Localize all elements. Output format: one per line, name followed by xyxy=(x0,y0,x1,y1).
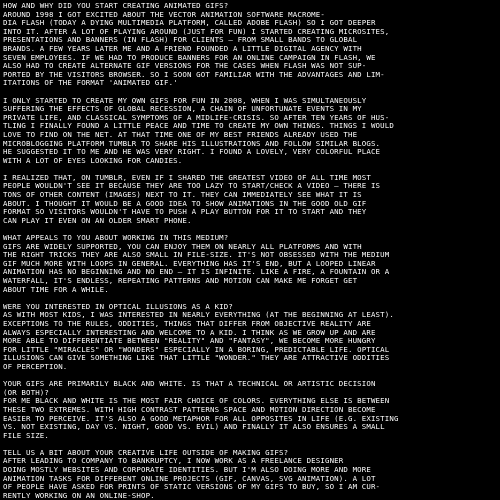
text-line: WERE YOU INTERESTED IN OPTICAL ILLUSIONS AS A KID? xyxy=(3,302,233,311)
text-line: FOR LITTLE "MIRACLES" OR "WONDERS" ESPECIALLY IN A BORING, PREDICTABLE LIFE. OPTICAL xyxy=(3,345,390,354)
text-line: SEVEN EMPLOYEES. IF WE HAD TO PRODUCE BANNERS FOR AN ONLINE CAMPAIGN IN FLASH, WE xyxy=(3,53,376,62)
paragraph-gap xyxy=(3,372,497,381)
paragraph-gap xyxy=(3,225,497,234)
paragraph-q2 xyxy=(3,234,497,294)
text-line: PRIVATE LIFE, AND CLASSICAL SYMPTOMS OF A MIDLIFE-CRISIS. SO AFTER TEN YEARS OF HUS- xyxy=(3,113,390,122)
text-line: RENTLY WORKING ON AN ONLINE-SHOP. xyxy=(3,491,155,500)
text-line: ABOUT. I THOUGHT IT WOULD BE A GOOD IDEA TO SHOW ANIMATIONS IN THE GOOD OLD GIF xyxy=(3,199,367,208)
paragraph-q1 xyxy=(3,2,497,88)
text-line: ILLUSIONS CAN GIVE SOMETHING LIKE THAT LITTLE "WONDER." THEY ARE ATTRACTIVE ODDITIES xyxy=(3,354,390,363)
paragraph-q4 xyxy=(3,380,497,440)
text-line: ABOUT TIME FOR A WHILE. xyxy=(3,285,109,294)
text-line: ALSO HAD TO CREATE ALTERNATE GIF VERSIONS FOR THE CASES WHEN FLASH WAS NOT SUP- xyxy=(3,62,367,71)
text-line: THE RIGHT TRICKS THEY ARE ALSO SMALL IN FILE-SIZE. IT'S NOT OBSESSED WITH THE MEDIUM xyxy=(3,251,390,260)
text-line: PORTED BY THE VISITORS BROWSER. SO I SOON GOT FAMILIAR WITH THE ADVANTAGES AND LIM- xyxy=(3,70,385,79)
text-line: SUFFERING THE EFFECTS OF GLOBAL RECESSION, A CHAIN OF UNFORTUNATE EVENTS IN MY xyxy=(3,105,362,114)
text-line: AS WITH MOST KIDS, I WAS INTERESTED IN NEARLY EVERYTHING (AT THE BEGINNING AT LEAST). xyxy=(3,311,394,320)
text-line: FOR ME BLACK AND WHITE IS THE MOST FAIR CHOICE OF COLORS. EVERYTHING ELSE IS BETWEEN xyxy=(3,397,390,406)
text-line: AROUND 1998 I GOT EXCITED ABOUT THE VECTOR ANIMATION SOFTWARE MACROME- xyxy=(3,10,325,19)
text-line: INTO IT. AFTER A LOT OF PLAYING AROUND (JUST FOR FUN) I STARTED CREATING MICROSITES, xyxy=(3,27,390,36)
text-line: GIFS ARE WIDELY SUPPORTED, YOU CAN ENJOY THEM ON NEARLY ALL PLATFORMS AND WITH xyxy=(3,242,362,251)
paragraph-gap xyxy=(3,440,497,449)
text-line: EASIER TO PERCEIVE. IT'S ALSO A GOOD METAPHOR FOR ALL OPPOSITES IN LIFE (E.G. EXISTING xyxy=(3,414,399,423)
text-line: WHAT APPEALS TO YOU ABOUT WORKING IN THIS MEDIUM? xyxy=(3,234,229,243)
text-line: WATERFALL, IT'S ENDLESS, REPEATING PATTERNS AND MOTION CAN MAKE ME FORGET GET xyxy=(3,277,358,285)
text-line: HE SUGGESTED IT TO ME AND HE WAS VERY RIGHT. I FOUND A LOVELY, VERY COLORFUL PLACE xyxy=(3,148,381,157)
paragraph-gap xyxy=(3,88,497,97)
interview-text xyxy=(3,2,497,500)
text-line: PEOPLE WOULDN'T SEE IT BECAUSE THEY ARE TOO LAZY TO START/CHECK A VIDEO — THERE IS xyxy=(3,182,381,191)
text-line: ANIMATION HAS NO BEGINNING AND NO END — IT IS INFINITE. LIKE A FIRE, A FOUNTAIN OR A xyxy=(3,268,390,277)
paragraph-q5 xyxy=(3,449,497,500)
text-line: PRESENTATIONS AND BANNERS (IN FLASH) FOR CLIENTS — FROM SMALL BANDS TO GLOBAL xyxy=(3,36,358,45)
text-line: FORMAT SO VISITORS WOULDN'T HAVE TO PUSH A PLAY BUTTON FOR IT TO START AND THEY xyxy=(3,208,367,217)
text-line: CAN PLAY IT EVEN ON AN OLDER SMART PHONE. xyxy=(3,216,192,225)
text-line: ALWAYS ESPECIALLY INTERESTING AND WELCOME TO A KID. I THINK AS WE GROW UP AND ARE xyxy=(3,328,376,337)
text-line: VS. NOT EXISTING, DAY VS. NIGHT, GOOD VS. EVIL) AND FINALLY IT ALSO ENSURES A SMALL xyxy=(3,423,385,432)
text-line: GIF MUCH MORE WITH LOOPS IN GENERAL. EVERYTHING HAS IT'S END, BUT A LOOPED LINEAR xyxy=(3,259,376,268)
text-line: ITATIONS OF THE FORMAT 'ANIMATED GIF.' xyxy=(3,79,178,88)
paragraph-gap xyxy=(3,294,497,303)
text-line: OF PERCEPTION. xyxy=(3,362,68,371)
paragraph-q3 xyxy=(3,303,497,372)
paragraph-gap xyxy=(3,165,497,174)
text-line: LOVE TO FIND ON THE NET. AT THAT TIME ONE OF MY BEST FRIENDS ALREADY USED THE xyxy=(3,130,358,139)
text-line: I REALIZED THAT, ON TUMBLR, EVEN IF I SHARED THE GREATEST VIDEO OF ALL TIME MOST xyxy=(3,173,371,182)
text-line: HOW AND WHY DID YOU START CREATING ANIMATED GIFS? xyxy=(3,2,229,10)
text-line: WITH A LOT OF EYES LOOKING FOR CANDIES. xyxy=(3,156,183,165)
text-line: YOUR GIFS ARE PRIMARILY BLACK AND WHITE. IS THAT A TECHNICAL OR ARTISTIC DECISION xyxy=(3,380,376,389)
text-line: ANIMATION TASKS FOR DIFFERENT ONLINE PROJECTS (GIF, CANVAS, SVG ANIMATION). A LOT xyxy=(3,474,376,483)
text-line: THESE TWO EXTREMES. WITH HIGH CONTRAST PATTERNS SPACE AND MOTION DIRECTION BECOME xyxy=(3,405,376,414)
text-line: AFTER LEADING TO COMPANY TO BANKRUPTCY, I NOW WORK AS A FREELANCE DESIGNER xyxy=(3,457,344,466)
text-line: BRANDS. A FEW YEARS LATER ME AND A FRIEND FOUNDED A LITTLE DIGITAL AGENCY WITH xyxy=(3,44,362,53)
text-line: DIA FLASH (TODAY A DYING MULTIMEDIA PLATFORM, CALLED ADOBE FLASH) SO I GOT DEEPER xyxy=(3,19,376,28)
text-line: OF PEOPLE HAVE ASKED FOR PRINTS OF STATIC VERSIONS OF MY GIFS TO BUY, SO I AM CUR- xyxy=(3,483,381,492)
text-line: (OR BOTH)? xyxy=(3,388,49,397)
text-line: FILE SIZE. xyxy=(3,431,49,440)
text-line: DOING MOSTLY WEBSITES AND CORPORATE IDENTITIES. BUT I'M ALSO DOING MORE AND MORE xyxy=(3,466,371,475)
text-line: EXCEPTIONS TO THE RULES, ODDITIES, THINGS THAT DIFFER FROM OBJECTIVE REALITY ARE xyxy=(3,319,371,328)
text-line: I ONLY STARTED TO CREATE MY OWN GIFS FOR FUN IN 2008, WHEN I WAS SIMULTANEOUSLY xyxy=(3,96,367,105)
text-line: TONS OF OTHER CONTENT (IMAGES) NEXT TO IT. THEY CAN IMMEDIATELY SEE WHAT IT IS xyxy=(3,191,362,200)
text-line: MICROBLOGGING PLATFORM TUMBLR TO SHARE HIS ILLUSTRATIONS AND FOLLOW SIMILAR BLOGS. xyxy=(3,139,381,148)
text-line: MORE ABLE TO DIFFERENTIATE BETWEEN "REALITY" AND "FANTASY", WE BECOME MORE HUNGRY xyxy=(3,337,376,346)
text-line: TELL US A BIT ABOUT YOUR CREATIVE LIFE OUTSIDE OF MAKING GIFS? xyxy=(3,448,289,457)
paragraph-p2 xyxy=(3,97,497,166)
text-line: TLING I FINALLY FOUND A LITTLE PEACE AND TIME TO CREATE MY OWN THINGS. THINGS I WOULD xyxy=(3,122,394,131)
paragraph-p3 xyxy=(3,174,497,226)
